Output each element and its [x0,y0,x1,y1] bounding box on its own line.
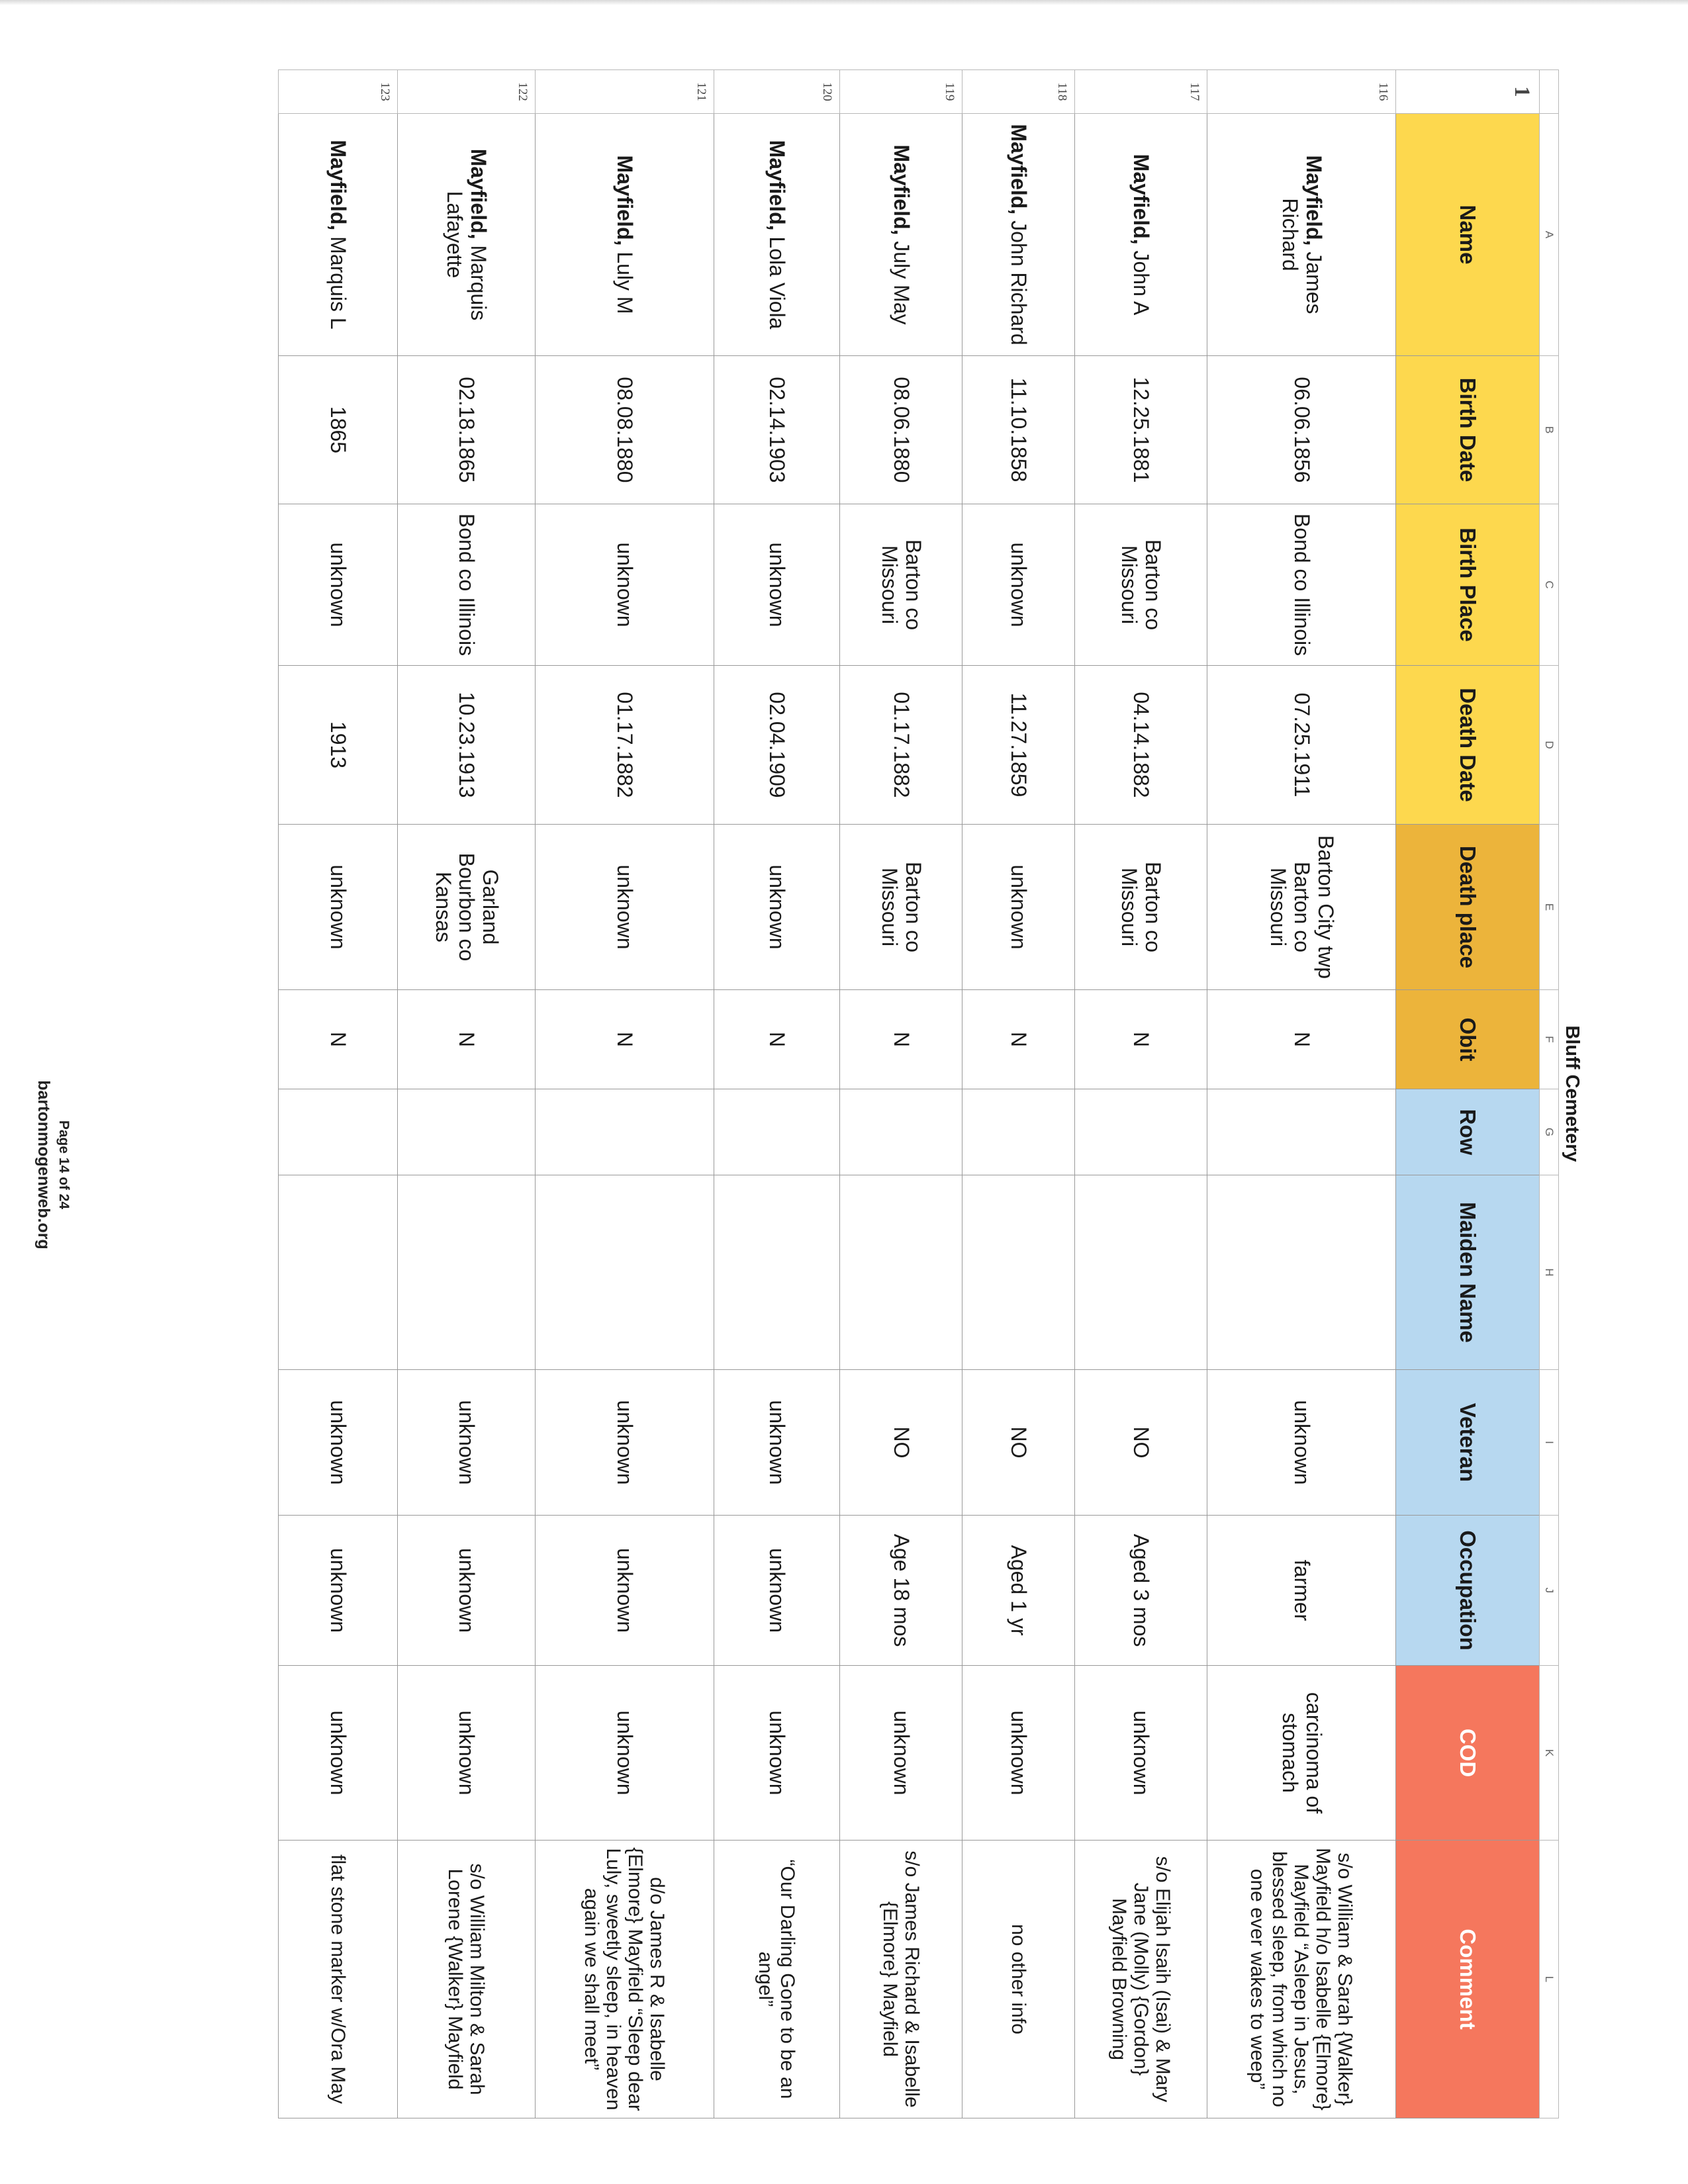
burial-row [279,1089,398,1175]
comment: no other info [962,1841,1075,2118]
name-cell [398,114,536,356]
name-cell [279,114,398,356]
table-row [279,70,398,2118]
column-letter-row [1540,70,1559,2118]
maiden-name [962,1175,1075,1370]
death-place: unknown [714,825,840,990]
birth-place: unknown [279,504,398,666]
cause-of-death: carcinoma of stomach [1207,1666,1396,1841]
cause-of-death: unknown [279,1666,398,1841]
table-row [840,70,962,2118]
surname: Mayfield, [1129,154,1154,245]
burial-row [714,1089,840,1175]
death-date: 01.17.1882 [840,666,962,825]
comment: s/o William Milton & Sarah Lorene {Walker} Mayfield [398,1841,536,2118]
corner-cell [1540,70,1559,114]
row-number: 117 [1075,70,1207,114]
death-date: 10.23.1913 [398,666,536,825]
obit: N [1075,990,1207,1089]
cause-of-death: unknown [536,1666,714,1841]
comment: s/o James Richard & Isabelle {Elmore} Mayfield [840,1841,962,2118]
birth-place: unknown [714,504,840,666]
burial-row [840,1089,962,1175]
burial-row [398,1089,536,1175]
maiden-name [536,1175,714,1370]
comment: d/o James R & Isabelle {Elmore} Mayfield “Sleep dear Luly, sweetly sleep, in heaven again we shall meet” [536,1841,714,2118]
surname: Mayfield, [1007,124,1031,215]
birth-date: 11.10.1858 [962,356,1075,504]
header-row: Row [1396,1089,1540,1175]
obit: N [840,990,962,1089]
death-place: Barton co Missouri [840,825,962,990]
given-name: Marquis L [326,236,351,330]
surname: Mayfield, [613,155,637,246]
table-row [962,70,1075,2118]
header-occupation: Occupation [1396,1516,1540,1666]
burial-row [536,1089,714,1175]
name-cell [840,114,962,356]
row-number: 118 [962,70,1075,114]
occupation: unknown [398,1516,536,1666]
given-name: James Richard [1278,198,1326,314]
birth-date: 02.18.1865 [398,356,536,504]
name-cell [1075,114,1207,356]
surname: Mayfield, [765,140,790,231]
birth-place: Barton co Missouri [840,504,962,666]
birth-place: unknown [536,504,714,666]
rotated-spreadsheet [252,69,1585,2118]
header-cod: COD [1396,1666,1540,1841]
cause-of-death: unknown [1075,1666,1207,1841]
surname: Mayfield, [889,144,914,236]
veteran: unknown [398,1370,536,1516]
occupation: Aged 1 yr [962,1516,1075,1666]
birth-date: 1865 [279,356,398,504]
given-name: John A [1129,250,1154,316]
death-date: 01.17.1882 [536,666,714,825]
given-name: John Richard [1007,220,1031,345]
surname: Mayfield, [467,148,491,240]
birth-place: Bond co Illinois [1207,504,1396,666]
surname: Mayfield, [326,140,351,231]
header-veteran: Veteran [1396,1370,1540,1516]
table-row [1075,70,1207,2118]
veteran: NO [840,1370,962,1516]
column-letter: I [1540,1370,1559,1516]
header-maiden-name: Maiden Name [1396,1175,1540,1370]
column-letter: G [1540,1089,1559,1175]
page-footer [34,1066,71,1264]
death-place: Barton co Missouri [1075,825,1207,990]
surname: Mayfield, [1301,155,1326,246]
maiden-name [840,1175,962,1370]
birth-place: Bond co Illinois [398,504,536,666]
table-row [1207,70,1396,2118]
burial-table [278,69,1559,2118]
row-number: 122 [398,70,536,114]
burial-row [962,1089,1075,1175]
cemetery-title: Bluff Cemetery [1562,1025,1583,1162]
cause-of-death: unknown [962,1666,1075,1841]
burial-row [1207,1089,1396,1175]
row-number: 1 [1396,70,1540,114]
given-name: July May [889,241,914,325]
column-letter: A [1540,114,1559,356]
page-number: Page 14 of 24 [56,1120,71,1210]
occupation: unknown [714,1516,840,1666]
name-cell [714,114,840,356]
birth-date: 12.25.1881 [1075,356,1207,504]
maiden-name [1075,1175,1207,1370]
death-date: 04.14.1882 [1075,666,1207,825]
obit: N [279,990,398,1089]
row-number: 116 [1207,70,1396,114]
comment: “Our Darling Gone to be an angel” [714,1841,840,2118]
scan-edge [0,0,1688,5]
header-row [1396,70,1540,2118]
column-letter: C [1540,504,1559,666]
website: bartonmogenweb.org [34,1080,53,1250]
column-letter: F [1540,990,1559,1089]
header-birth-place: Birth Place [1396,504,1540,666]
header-birth-date: Birth Date [1396,356,1540,504]
occupation: Age 18 mos [840,1516,962,1666]
occupation: unknown [536,1516,714,1666]
row-number: 119 [840,70,962,114]
header-death-place: Death place [1396,825,1540,990]
maiden-name [1207,1175,1396,1370]
birth-place: unknown [962,504,1075,666]
obit: N [714,990,840,1089]
death-place: Garland Bourbon co Kansas [398,825,536,990]
header-name: Name [1396,114,1540,356]
column-letter: H [1540,1175,1559,1370]
given-name: Lola Viola [765,236,790,330]
death-date: 11.27.1859 [962,666,1075,825]
veteran: unknown [1207,1370,1396,1516]
given-name: Marquis Lafayette [443,191,491,321]
name-cell [1207,114,1396,356]
cause-of-death: unknown [398,1666,536,1841]
birth-date: 08.06.1880 [840,356,962,504]
header-death-date: Death Date [1396,666,1540,825]
veteran: unknown [714,1370,840,1516]
header-comment: Comment [1396,1841,1540,2118]
maiden-name [398,1175,536,1370]
veteran: NO [962,1370,1075,1516]
death-place: unknown [962,825,1075,990]
column-letter: J [1540,1516,1559,1666]
veteran: unknown [279,1370,398,1516]
row-number: 120 [714,70,840,114]
occupation: Aged 3 mos [1075,1516,1207,1666]
comment: flat stone marker w/Ora May [279,1841,398,2118]
occupation: unknown [279,1516,398,1666]
death-place: unknown [279,825,398,990]
header-obit: Obit [1396,990,1540,1089]
given-name: Luly M [613,251,637,314]
table-row [398,70,536,2118]
column-letter: L [1540,1841,1559,2118]
death-place: unknown [536,825,714,990]
column-letter: K [1540,1666,1559,1841]
comment: s/o William & Sarah {Walker} Mayfield h/o Isabelle {Elmore} Mayfield “Asleep in Jesus, blessed sleep, from which no one ever wakes to weep” [1207,1841,1396,2118]
name-cell [962,114,1075,356]
column-letter: B [1540,356,1559,504]
veteran: NO [1075,1370,1207,1516]
death-date: 1913 [279,666,398,825]
table-body [279,70,1396,2118]
death-date: 07.25.1911 [1207,666,1396,825]
obit: N [536,990,714,1089]
column-letter: E [1540,825,1559,990]
birth-date: 02.14.1903 [714,356,840,504]
death-date: 02.04.1909 [714,666,840,825]
table-row [536,70,714,2118]
row-number: 121 [536,70,714,114]
death-place: Barton City twp Barton co Missouri [1207,825,1396,990]
burial-row [1075,1089,1207,1175]
birth-date: 06.06.1856 [1207,356,1396,504]
comment: s/o Elijah Isaih (Isai) & Mary Jane (Molly) {Gordon} Mayfield Browning [1075,1841,1207,2118]
maiden-name [279,1175,398,1370]
obit: N [962,990,1075,1089]
name-cell [536,114,714,356]
birth-place: Barton co Missouri [1075,504,1207,666]
obit: N [398,990,536,1089]
birth-date: 08.08.1880 [536,356,714,504]
cause-of-death: unknown [714,1666,840,1841]
veteran: unknown [536,1370,714,1516]
obit: N [1207,990,1396,1089]
maiden-name [714,1175,840,1370]
occupation: farmer [1207,1516,1396,1666]
table-row [714,70,840,2118]
row-number: 123 [279,70,398,114]
column-letter: D [1540,666,1559,825]
cause-of-death: unknown [840,1666,962,1841]
